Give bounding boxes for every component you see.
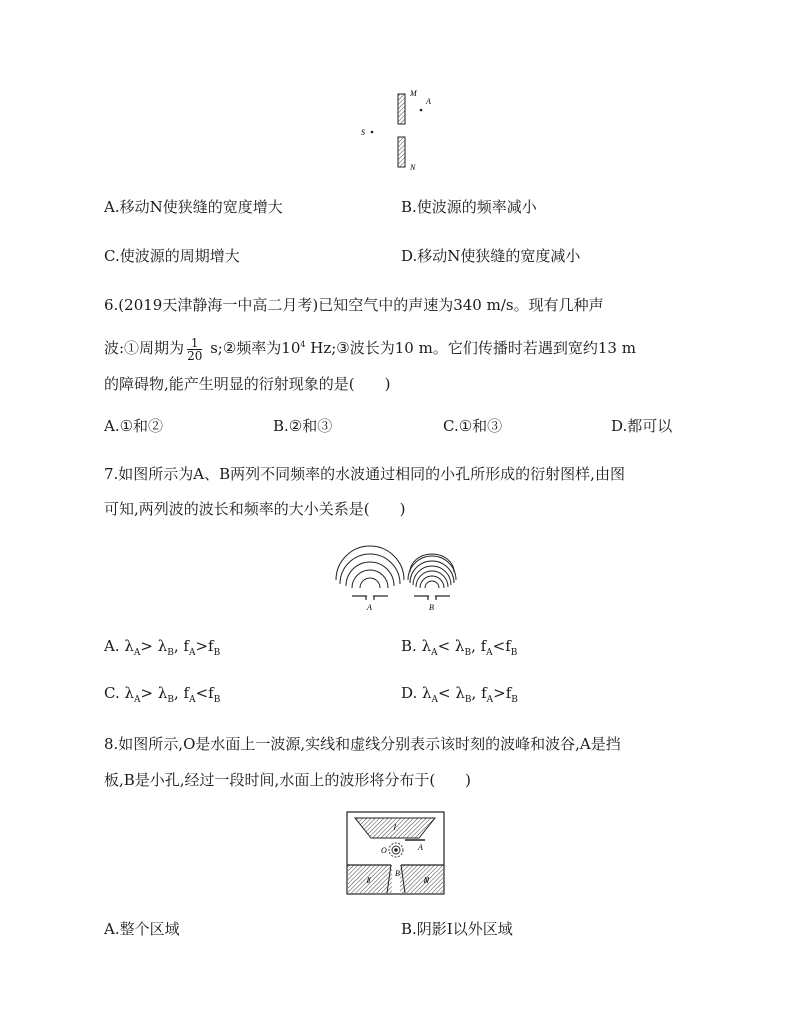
fraction-numerator: 1 [187, 337, 202, 350]
q7-option-d: D. $\lambda_A< \lambda_B$, $f_A>f_B$ [401, 684, 518, 705]
exponent: 4 [300, 340, 306, 349]
label-i: Ⅰ [393, 823, 396, 832]
label-b: B [395, 869, 400, 878]
barrier-n [398, 137, 405, 167]
q7-option-c: C. $\lambda_A> \lambda_B$, $f_A<f_B$ [104, 684, 221, 705]
q6-option-b: B.②和③ [273, 417, 333, 435]
label-b: B [429, 603, 434, 612]
point-a [420, 109, 423, 112]
q8-option-a: A.整个区域 [104, 920, 180, 938]
label-iii: Ⅲ [423, 876, 429, 885]
shadow-region-ii [348, 865, 392, 893]
label-a: A [426, 97, 431, 106]
wave-region-diagram [345, 810, 447, 896]
label-ii: Ⅱ [366, 876, 370, 885]
q8-line2: 板,B是小孔,经过一段时间,水面上的波形将分布于( ) [104, 771, 472, 789]
label-a: A [367, 603, 372, 612]
q8-option-b: B.阴影Ⅰ以外区域 [401, 920, 513, 938]
label-o: O [381, 846, 387, 855]
q5-option-d: D.移动N使狭缝的宽度减小 [401, 247, 581, 265]
wave-source-o [389, 843, 403, 857]
q5-option-a: A.移动N使狭缝的宽度增大 [104, 198, 283, 216]
q6-line2-c: Hz;③波长为10 m。它们传播时若遇到宽约13 m [305, 339, 636, 357]
q6-line2-a: 波:①周期为 [104, 339, 185, 357]
label-n: N [410, 163, 416, 172]
fraction-denominator: 20 [187, 348, 203, 363]
q7-line1: 7.如图所示为A、B两列不同频率的水波通过相同的小孔所形成的衍射图样,由图 [104, 465, 625, 483]
q6-line2 [104, 335, 636, 362]
shadow-region-iii [400, 865, 443, 893]
label-m: M [410, 89, 417, 98]
fraction [187, 337, 202, 362]
wave-pattern-b [408, 554, 456, 588]
slit-diagram [355, 88, 445, 178]
q7-option-a: A. $\lambda_A> \lambda_B$, $f_A>f_B$ [104, 637, 221, 658]
label-a: A [418, 843, 423, 852]
q5-option-c: C.使波源的周期增大 [104, 247, 240, 265]
q6-line3: 的障碍物,能产生明显的衍射现象的是( ) [104, 375, 391, 393]
q6-line2-b: s;②频率为10 [205, 339, 301, 357]
q6-line1: 6.(2019天津静海一中高二月考)已知空气中的声速为340 m/s。现有几种声 [104, 296, 604, 314]
slit-barriers [352, 596, 450, 600]
barrier-m [398, 94, 405, 124]
q7-option-b: B. $\lambda_A< \lambda_B$, $f_A<f_B$ [401, 637, 518, 658]
q5-option-b: B.使波源的频率减小 [401, 198, 537, 216]
diffraction-diagram [330, 538, 460, 614]
label-s: S [361, 128, 365, 137]
q7-line2: 可知,两列波的波长和频率的大小关系是( ) [104, 500, 406, 518]
source-point [371, 131, 374, 134]
q6-option-c: C.①和③ [443, 417, 503, 435]
q8-line1: 8.如图所示,O是水面上一波源,实线和虚线分别表示该时刻的波峰和波谷,A是挡 [104, 735, 621, 753]
q6-option-a: A.①和② [104, 417, 164, 435]
q6-option-d: D.都可以 [611, 417, 673, 435]
wave-pattern-a [336, 546, 404, 588]
